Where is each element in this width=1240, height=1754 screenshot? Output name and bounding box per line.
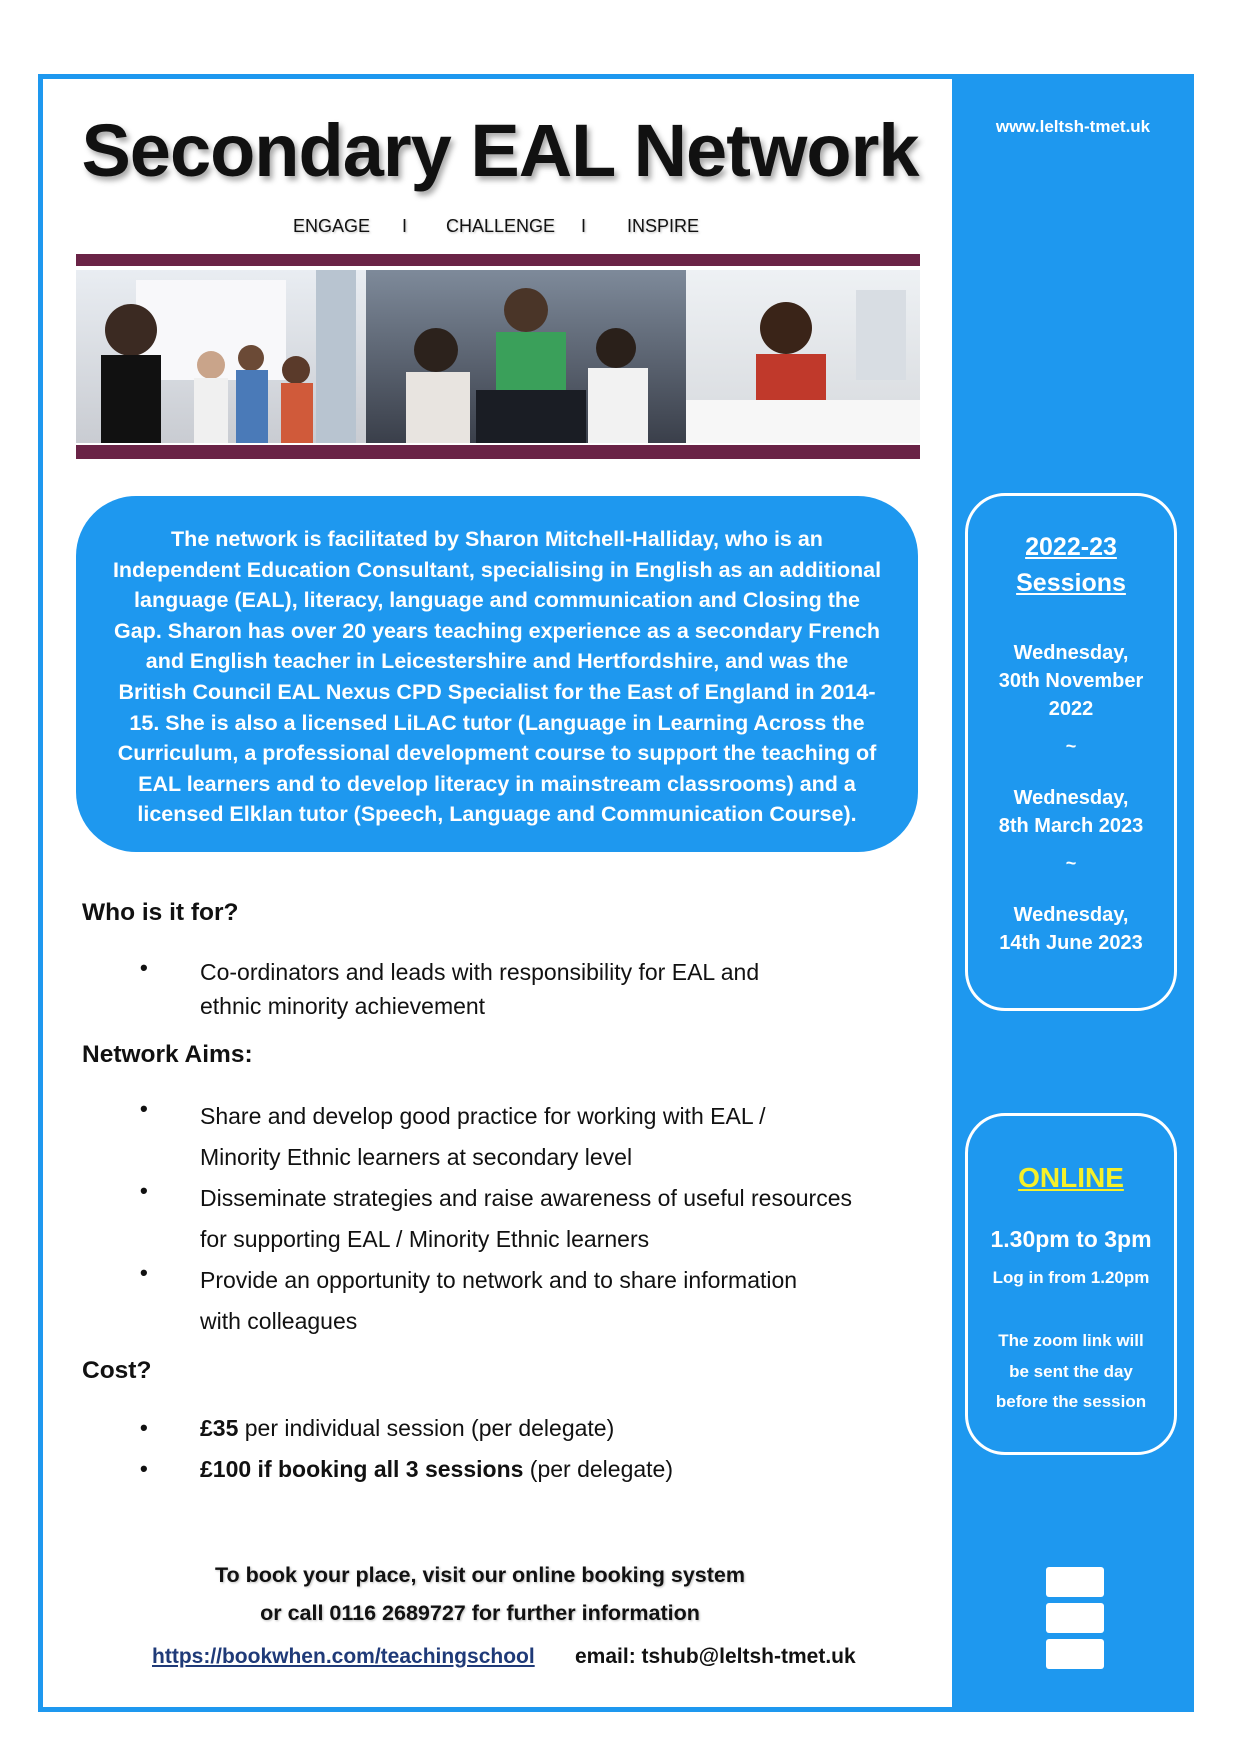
cost-description: per individual session (per delegate) xyxy=(238,1415,615,1441)
booking-phone: or call 0116 2689727 for further information xyxy=(260,1601,700,1625)
aims-heading: Network Aims: xyxy=(82,1041,253,1068)
session-date: 14th June 2023 xyxy=(999,932,1143,954)
who-item-line: ethnic minority achievement xyxy=(200,993,486,1019)
bio-line: EAL learners and to develop literacy in mainstream classrooms) and a xyxy=(138,771,856,796)
sessions-title: 2022-23 xyxy=(1025,533,1117,561)
tagline-separator: I xyxy=(402,216,408,236)
aims-item-line: Disseminate strategies and raise awareness of useful resources xyxy=(200,1185,852,1211)
aims-item xyxy=(200,1096,920,1178)
bullet-icon: • xyxy=(140,1096,148,1121)
session-separator: ~ xyxy=(1065,736,1077,756)
cost-amount: £100 if booking all 3 sessions xyxy=(200,1456,524,1482)
zoom-note: be sent the day xyxy=(1009,1362,1133,1381)
aims-item-line: for supporting EAL / Minority Ethnic learners xyxy=(200,1226,650,1252)
bio-line: 15. She is also a licensed LiLAC tutor (Language in Learning Across the xyxy=(129,710,865,735)
tagline-challenge: CHALLENGE xyxy=(446,216,556,236)
bullet-icon: • xyxy=(140,1178,148,1203)
bio-line: The network is facilitated by Sharon Mitchell-Halliday, who is an xyxy=(171,527,823,551)
session-date: 2022 xyxy=(1048,698,1094,720)
logo-block xyxy=(1046,1639,1104,1669)
classroom-photo-strip xyxy=(76,270,920,443)
bullet-icon: • xyxy=(140,1415,148,1440)
booking-link[interactable]: https://bookwhen.com/teachingschool xyxy=(152,1645,535,1668)
divider-bar-bottom xyxy=(76,445,920,459)
sessions-title: Sessions xyxy=(1016,569,1126,597)
bio-line: Gap. Sharon has over 20 years teaching experience as a secondary French xyxy=(114,618,880,643)
bio-line: language (EAL), literacy, language and communication and Closing the xyxy=(134,588,860,613)
session-separator: ~ xyxy=(1065,853,1077,873)
cost-description: (per delegate) xyxy=(523,1456,673,1482)
cost-amount: £35 xyxy=(200,1415,239,1441)
school-logo xyxy=(1046,1567,1104,1669)
cost-item xyxy=(200,1456,920,1483)
online-box xyxy=(965,1113,1177,1455)
who-item xyxy=(200,955,920,1023)
session-date: 8th March 2023 xyxy=(998,815,1144,837)
contact-email[interactable]: email: tshub@leltsh-tmet.uk xyxy=(575,1645,856,1668)
tagline-engage: ENGAGE xyxy=(293,216,371,236)
bio-line: Independent Education Consultant, specialising in English as an additional xyxy=(112,557,882,582)
logo-block xyxy=(1046,1603,1104,1633)
login-time: Log in from 1.20pm xyxy=(992,1268,1150,1287)
session-date: Wednesday, xyxy=(1013,904,1129,926)
bullet-icon: • xyxy=(140,955,148,980)
bio-line: and English teacher in Leicestershire and Hertfordshire, and was the xyxy=(145,649,849,674)
session-date: Wednesday, xyxy=(1013,642,1129,664)
session-date: 30th November xyxy=(998,670,1144,692)
bio-line: British Council EAL Nexus CPD Specialist for the East of England in 2014- xyxy=(118,679,876,704)
aims-item-line: Share and develop good practice for working with EAL / xyxy=(200,1103,766,1129)
zoom-note: before the session xyxy=(995,1392,1147,1411)
bullet-icon: • xyxy=(140,1456,148,1481)
tagline-inspire: INSPIRE xyxy=(627,216,700,236)
bio-line: Curriculum, a professional development course to support the teaching of xyxy=(117,741,877,766)
who-item-line: Co-ordinators and leads with responsibility for EAL and xyxy=(200,959,760,985)
aims-item-line: Provide an opportunity to network and to share information xyxy=(200,1267,798,1293)
cost-item xyxy=(200,1415,920,1442)
tagline-separator: I xyxy=(581,216,587,236)
bullet-icon: • xyxy=(140,1260,148,1285)
aims-item-line: with colleagues xyxy=(200,1308,358,1334)
online-label: ONLINE xyxy=(1018,1162,1124,1193)
zoom-note: The zoom link will xyxy=(998,1331,1144,1350)
divider-bar-top xyxy=(76,254,920,266)
sessions-box xyxy=(965,493,1177,1011)
cost-heading: Cost? xyxy=(82,1357,152,1384)
booking-instruction: To book your place, visit our online booking system xyxy=(214,1563,745,1587)
aims-item xyxy=(200,1260,920,1342)
page-title: Secondary EAL Network xyxy=(81,109,919,192)
bio-line: licensed Elklan tutor (Speech, Language and Communication Course). xyxy=(137,802,857,827)
aims-item xyxy=(200,1178,920,1260)
aims-item-line: Minority Ethnic learners at secondary level xyxy=(200,1144,633,1170)
website-url[interactable]: www.leltsh-tmet.uk xyxy=(995,117,1151,136)
classroom-photo xyxy=(76,270,920,443)
facilitator-bio xyxy=(76,496,918,852)
logo-block xyxy=(1046,1567,1104,1597)
who-heading: Who is it for? xyxy=(82,899,239,926)
session-time: 1.30pm to 3pm xyxy=(990,1226,1152,1252)
session-date: Wednesday, xyxy=(1013,787,1129,809)
